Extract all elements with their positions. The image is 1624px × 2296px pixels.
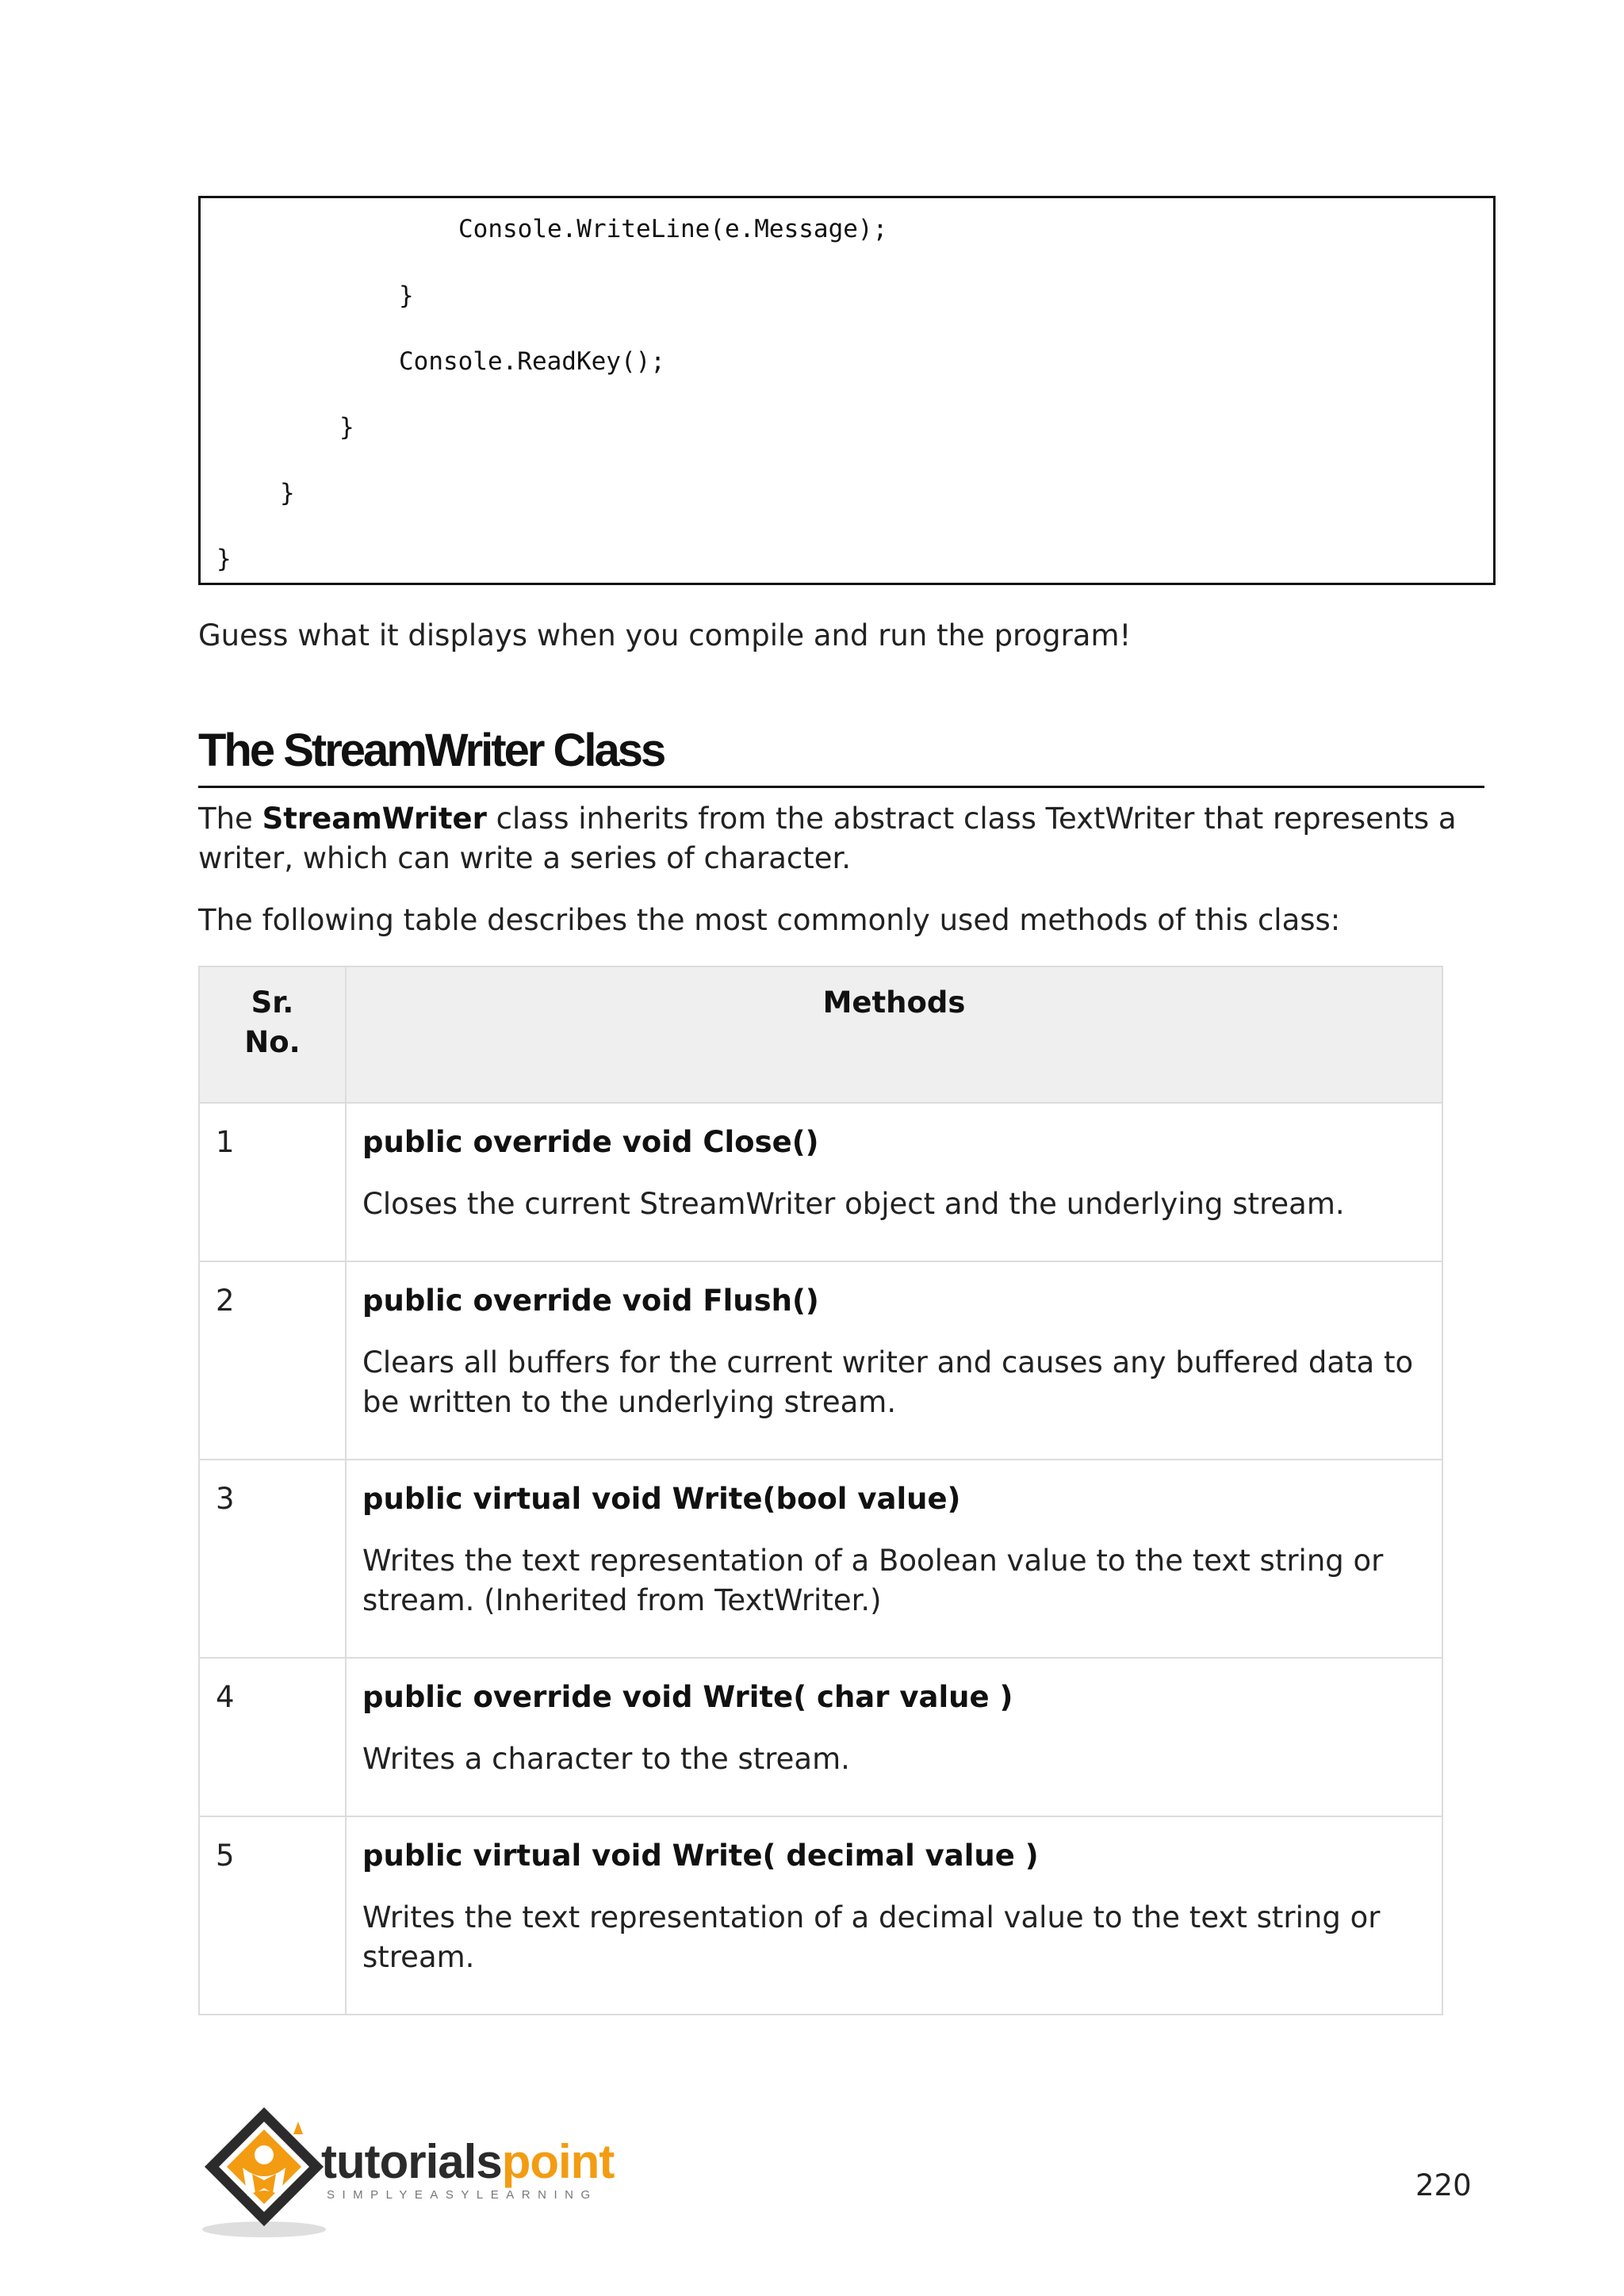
intro-text-rest: class inherits from the abstract class TextWriter that represents a writer, which can write a series of character. [198, 802, 1457, 875]
row-method-cell [346, 1460, 1442, 1658]
row-method-cell [346, 1658, 1442, 1816]
row-method-cell [346, 1816, 1442, 2015]
method-name: public override void Close() [362, 1125, 819, 1159]
code-line: Console.ReadKey(); [399, 347, 665, 376]
row-method-cell [346, 1261, 1442, 1460]
row-sr: 4 [199, 1658, 346, 1816]
header-sr-label: Sr. No. [244, 985, 301, 1059]
method-name: public virtual void Write( decimal value ) [362, 1839, 1039, 1873]
methods-table [198, 966, 1443, 2015]
brand-name [321, 2137, 614, 2187]
table-row [199, 1103, 1442, 1261]
brand-name-part1: tutorials [321, 2135, 502, 2188]
row-sr: 2 [199, 1261, 346, 1460]
method-name: public virtual void Write(bool value) [362, 1482, 961, 1516]
method-description: Writes the text representation of a decimal value to the text string or stream. [362, 1900, 1381, 1974]
row-method-cell [346, 1103, 1442, 1261]
method-description: Writes the text representation of a Boolean value to the text string or stream. (Inherited from TextWriter.) [362, 1544, 1384, 1617]
table-header-row [199, 966, 1442, 1103]
page-number: 220 [1415, 2168, 1472, 2202]
brand-name-part2: point [501, 2135, 615, 2188]
method-name: public override void Flush() [362, 1284, 819, 1318]
guess-paragraph: Guess what it displays when you compile and run the program! [198, 618, 1132, 652]
code-line: } [339, 413, 354, 442]
table-row [199, 1261, 1442, 1460]
intro-class-name: StreamWriter [262, 802, 487, 836]
table-row [199, 1658, 1442, 1816]
brand-tagline: SIMPLYEASYLEARNING [327, 2188, 598, 2202]
method-description: Closes the current StreamWriter object and the underlying stream. [362, 1187, 1345, 1221]
code-line: } [280, 479, 295, 507]
table-row [199, 1460, 1442, 1658]
intro-paragraph [198, 799, 1484, 878]
table-row [199, 1816, 1442, 2015]
header-sr-no [199, 966, 346, 1103]
code-line: } [216, 545, 232, 573]
section-title: The StreamWriter Class [198, 725, 665, 776]
section-heading [198, 721, 1484, 788]
row-sr: 5 [199, 1816, 346, 2015]
code-block [198, 196, 1496, 585]
code-line: Console.WriteLine(e.Message); [458, 215, 888, 243]
table-intro-paragraph: The following table describes the most commonly used methods of this class: [198, 903, 1341, 937]
code-line: } [399, 281, 414, 310]
method-description: Writes a character to the stream. [362, 1742, 850, 1776]
header-methods: Methods [346, 966, 1442, 1103]
method-name: public override void Write( char value ) [362, 1680, 1013, 1714]
intro-text-start: The [198, 802, 262, 836]
row-sr: 1 [199, 1103, 346, 1261]
row-sr: 3 [199, 1460, 346, 1658]
method-description: Clears all buffers for the current writer and causes any buffered data to be written to the underlying stream. [362, 1345, 1414, 1419]
